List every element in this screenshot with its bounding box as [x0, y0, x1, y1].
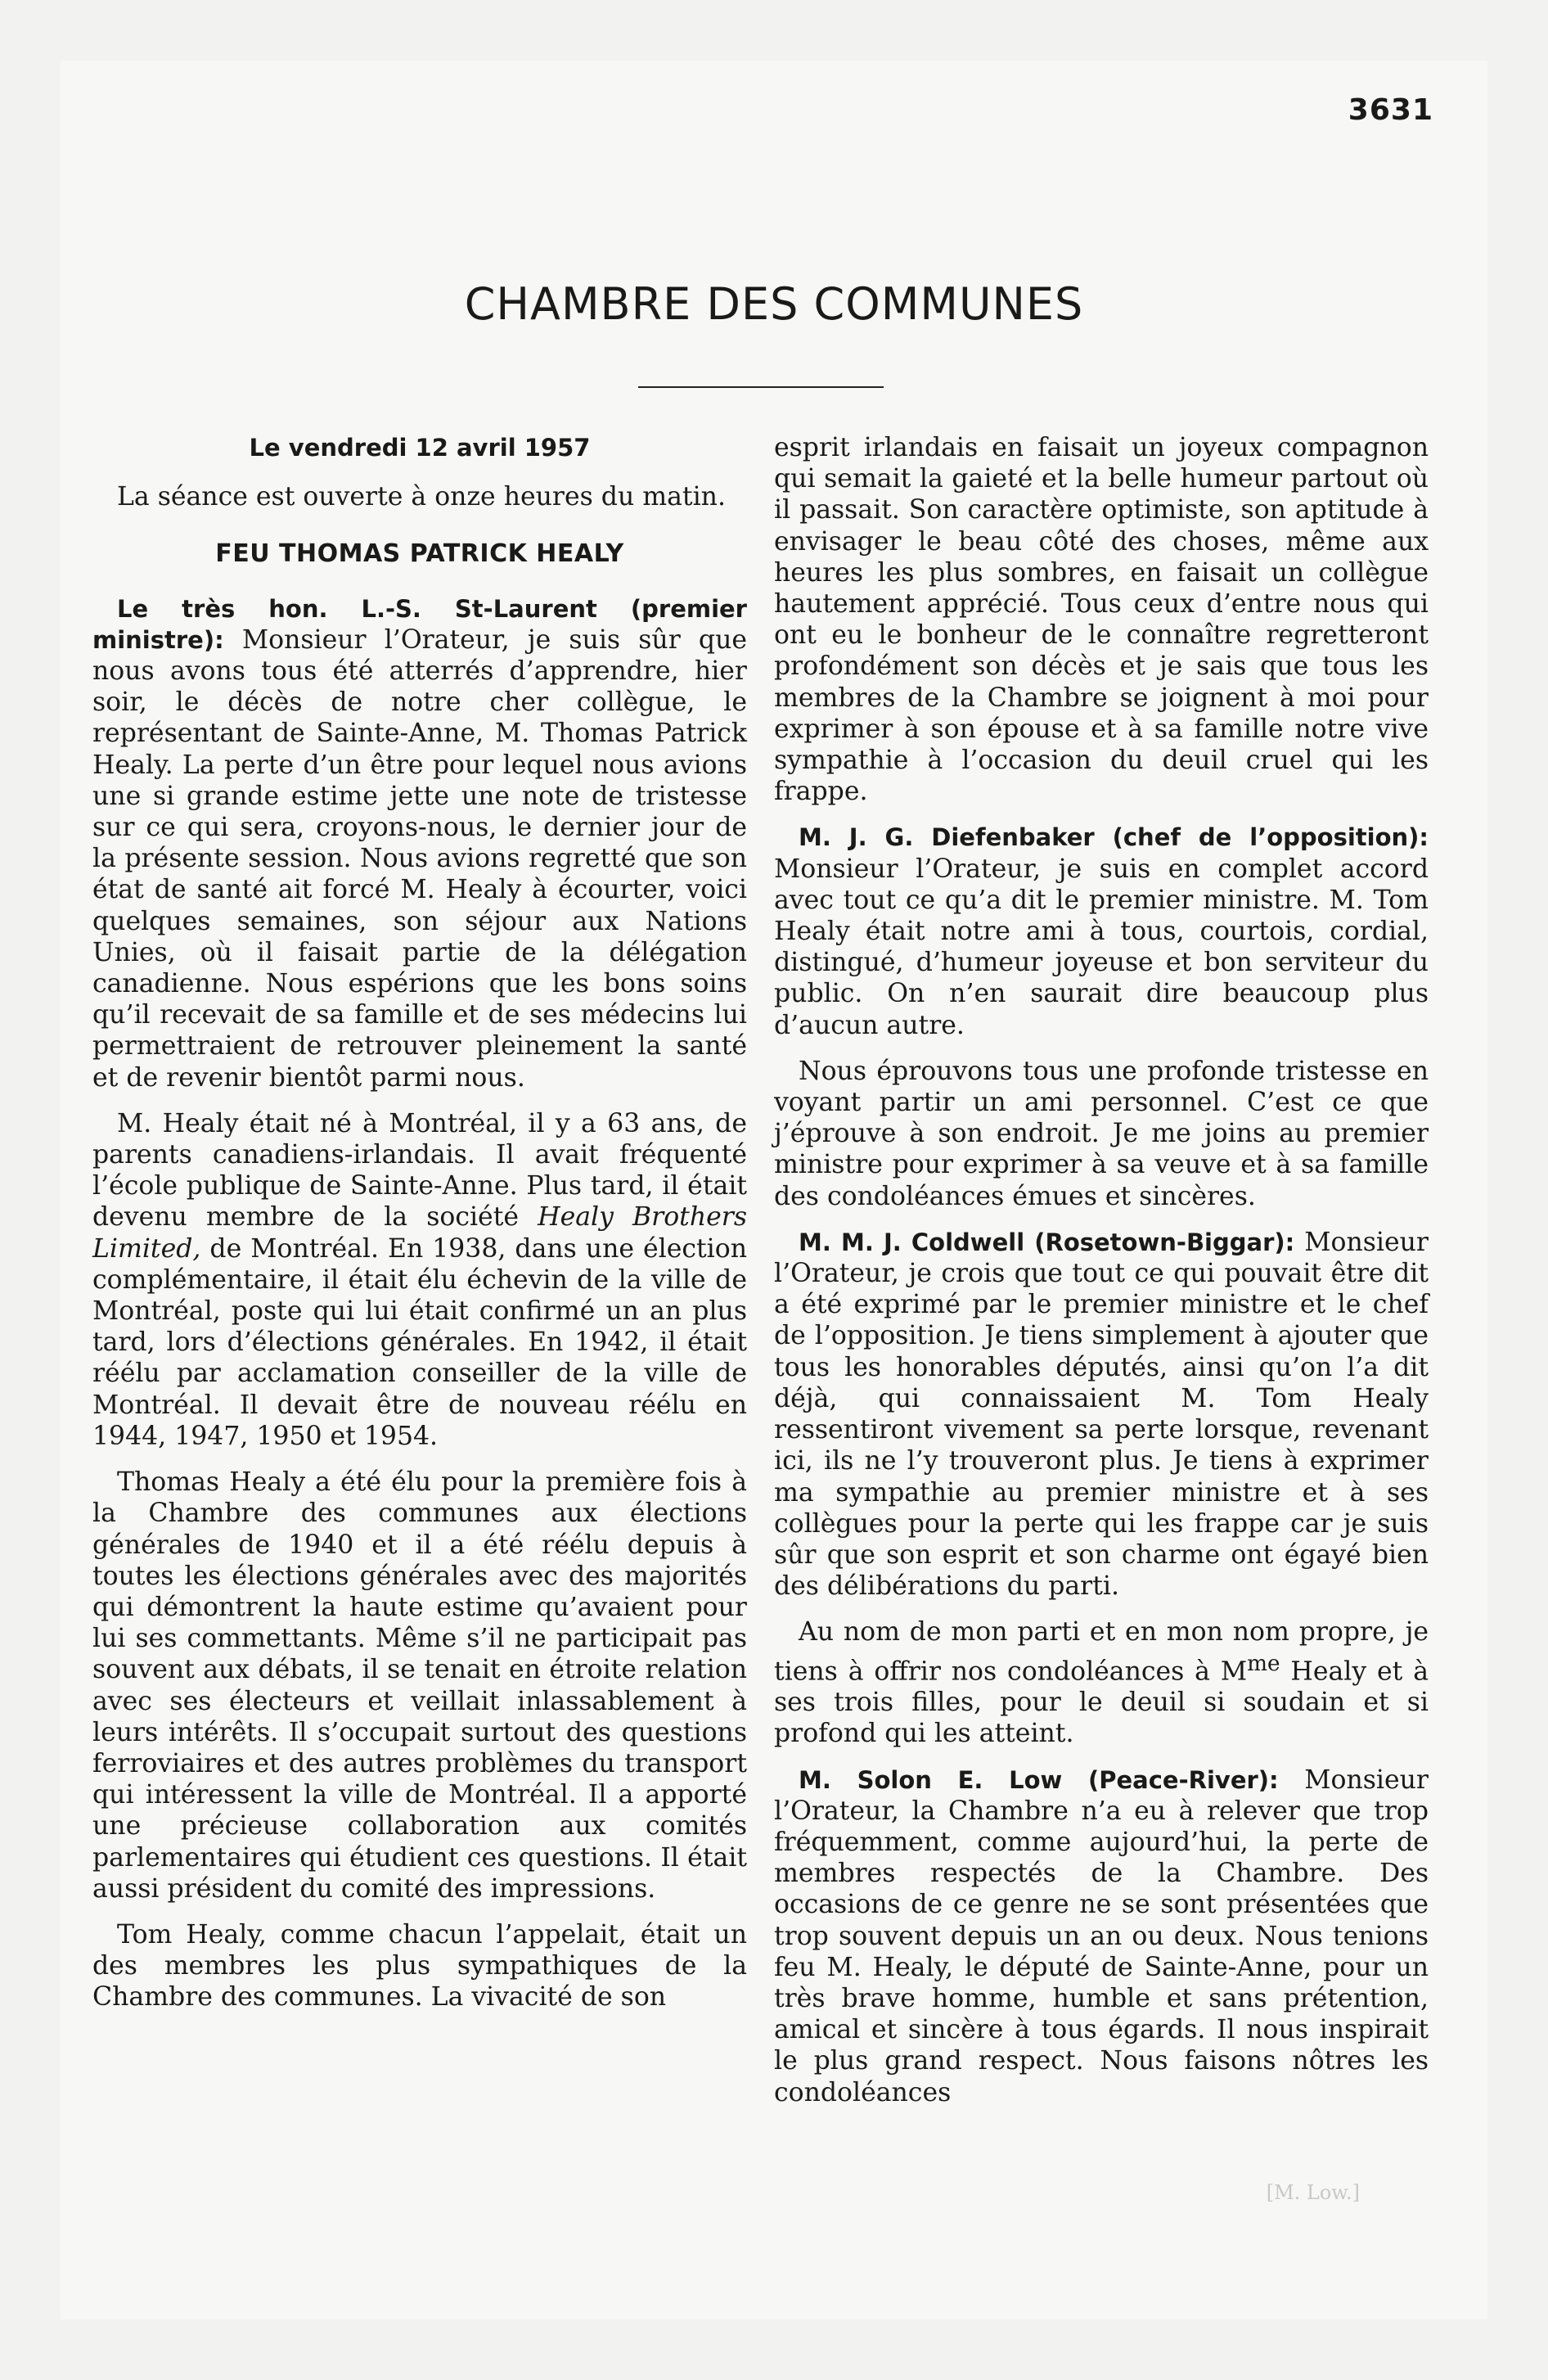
- speaker-name: M. M. J. Coldwell (Rosetown-Biggar):: [799, 1228, 1295, 1256]
- paragraph-st-laurent: [92, 593, 747, 1093]
- speech-text: de Montréal. En 1938, dans une élection complémentaire, il était élu échevin de la ville de Montréal, poste qui lui était confirmé un an plus tard, lors d’élections générales. En 1942, il était réélu par acclamation conseiller de la ville de Montréal. Il devait être de nouveau réélu en 1944, 1947, 1950 et 1954.: [92, 1233, 747, 1451]
- page-title: CHAMBRE DES COMMUNES: [464, 278, 1084, 330]
- left-column: [92, 432, 747, 2028]
- sitting-date: Le vendredi 12 avril 1957: [249, 434, 591, 462]
- speech-text: Monsieur l’Orateur, je crois que tout ce qui pouvait être dit a été exprimé par le premier ministre et le chef de l’opposition. Je tiens simplement à ajouter que tous les honorables députés, ainsi qu’on l’a dit déjà, qui connaissaient M. Tom Healy ressentiront vivement sa perte lorsque, revenant ici, ils ne l’y trouveront plus. Je tiens à exprimer ma sympathie au premier ministre et à ses collègues pour la perte qui les frappe car je suis sûr que son esprit et son charme ont égayé bien des délibérations du parti.: [774, 1227, 1429, 1602]
- right-column: [774, 432, 1429, 2123]
- speaker-name: M. J. G. Diefenbaker (chef de l’opposition):: [799, 823, 1429, 852]
- paragraph-diefenbaker-2: Nous éprouvons tous une profonde tristesse en voyant partir un ami personnel. C’est ce que j’éprouve à son endroit. Je me joins au premier ministre pour exprimer à sa veuve et à sa famille des condoléances émues et sincères.: [774, 1056, 1429, 1211]
- speech-text: Healy et à ses trois filles, pour le deuil si soudain et si profond qui les atteint.: [774, 1657, 1429, 1749]
- paragraph-continuation: esprit irlandais en faisait un joyeux compagnon qui semait la gaieté et la belle humeur partout où il passait. Son caractère optimiste, son aptitude à envisager le beau côté des choses, même aux heures les plus sombres, en faisait un collègue hautement apprécié. Tous ceux d’entre nous qui ont eu le bonheur de le connaître regretteront profondément son décès et je sais que tous les membres de la Chambre se joignent à moi pour exprimer à son épouse et à sa famille notre vive sympathie à l’occasion du deuil cruel qui les frappe.: [774, 433, 1429, 807]
- speaker-name: Le très hon. L.-S. St-Laurent (premier ministre):: [92, 594, 747, 654]
- paragraph-career: Thomas Healy a été élu pour la première fois à la Chambre des communes aux élections générales de 1940 et il a été réélu depuis à toutes les élections générales avec des majorités qui démontrent la haute estime qu’avaient pour lui ses commettants. Même s’il ne participait pas souvent aux débats, il se tenait en étroite relation avec ses électeurs et veillait inlassablement à leurs intérêts. Il s’occupait surtout des questions ferroviaires et des autres problèmes du transport qui intéressent la ville de Montréal. Il a apporté une précieuse collaboration aux comités parlementaires qui étudient ces questions. Il était aussi président du comité des impressions.: [92, 1467, 747, 1904]
- speech-text: Monsieur l’Orateur, je suis en complet accord avec tout ce qu’a dit le premier ministre. M. Tom Healy était notre ami à tous, courtois, cordial, distingué, d’humeur joyeuse et bon serviteur du public. On n’en saurait dire beaucoup plus d’aucun autre.: [774, 854, 1429, 1040]
- paragraph-biography: [92, 1108, 747, 1452]
- page-number: 3631: [1348, 93, 1433, 127]
- footer-mark: [M. Low.]: [1266, 2181, 1360, 2204]
- title-rule: [638, 386, 884, 388]
- paragraph-diefenbaker: [774, 822, 1429, 1040]
- paragraph-tribute: Tom Healy, comme chacun l’appelait, était un des membres les plus sympathiques de la Chambre des communes. La vivacité de son: [92, 1919, 747, 2013]
- opening-paragraph: La séance est ouverte à onze heures du matin.: [117, 482, 726, 512]
- speech-text: M. Healy était né à Montréal, il y a 63 ans, de parents canadiens-irlandais. Il avait fréquenté l’école publique de Sainte-Anne. Plus tard, il était devenu membre de la société: [92, 1108, 747, 1233]
- superscript: me: [1247, 1651, 1280, 1676]
- section-heading: FEU THOMAS PATRICK HEALY: [215, 539, 624, 569]
- speech-text: Monsieur l’Orateur, je suis sûr que nous avons tous été atterrés d’apprendre, hier soir, le décès de notre cher collègue, le représentant de Sainte-Anne, M. Thomas Patrick Healy. La perte d’un être pour lequel nous avions une si grande estime jette une note de tristesse sur ce qui sera, croyons-nous, le dernier jour de la présente session. Nous avions regretté que son état de santé ait forcé M. Healy à écourter, voici quelques semaines, son séjour aux Nations Unies, où il faisait partie de la délégation canadienne. Nous espérions que les bons soins qu’il recevait de sa famille et de ses médecins lui permettraient de retrouver pleinement la santé et de revenir bientôt parmi nous.: [92, 624, 747, 1093]
- paragraph-low: [774, 1765, 1429, 2108]
- speaker-name: M. Solon E. Low (Peace-River):: [799, 1765, 1279, 1794]
- paragraph-coldwell: [774, 1227, 1429, 1602]
- paragraph-coldwell-2: [774, 1616, 1429, 1749]
- company-name: Healy Brothers Limited,: [92, 1202, 747, 1264]
- speech-text: Monsieur l’Orateur, la Chambre n’a eu à relever que trop fréquemment, comme aujourd’hui, la perte de membres respectés de la Chambre. Des occasions de ce genre ne se sont présentées que trop souvent depuis un an ou deux. Nous tenions feu M. Healy, le député de Sainte-Anne, pour un très brave homme, humble et sans prétention, amical et sincère à tous égards. Il nous inspirait le plus grand respect. Nous faisons nôtres les condoléances: [774, 1765, 1429, 2107]
- speech-text: Au nom de mon parti et en mon nom propre, je tiens à offrir nos condoléances à M: [774, 1617, 1429, 1687]
